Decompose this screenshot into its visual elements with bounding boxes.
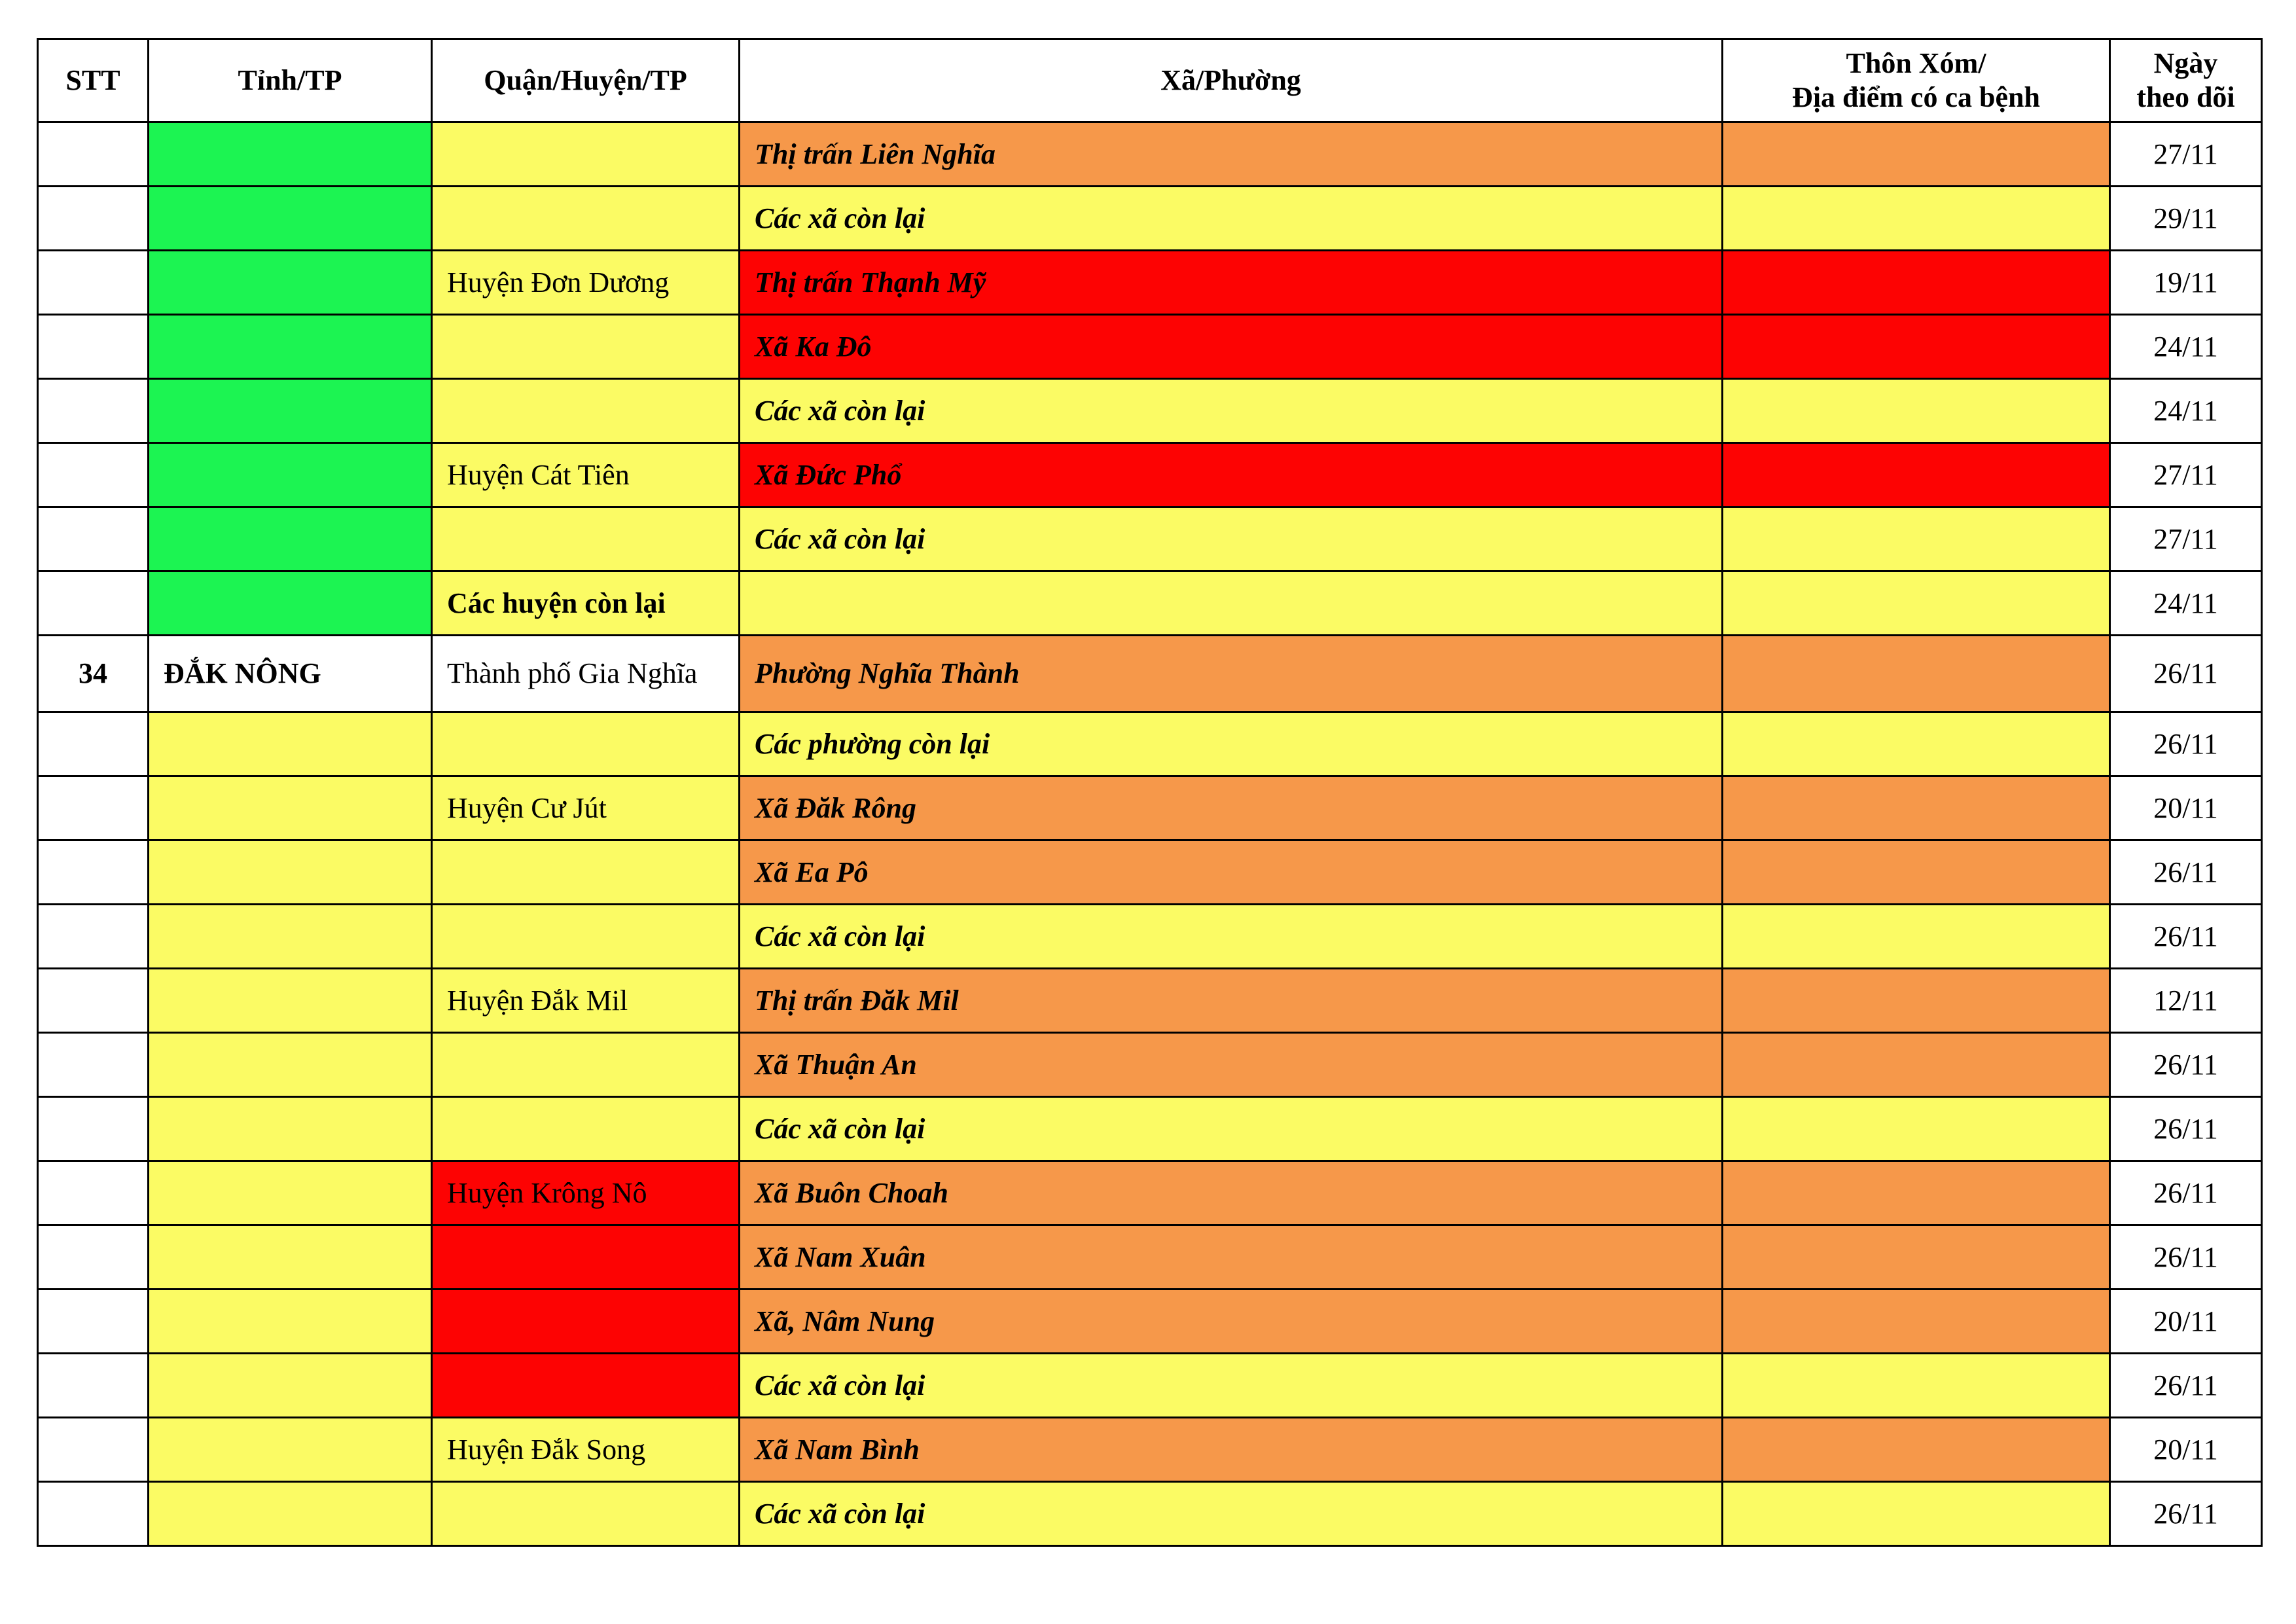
header-thon-line2: Địa điểm có ca bệnh [1792, 81, 2040, 113]
cell-ngay: 24/11 [2110, 315, 2262, 379]
cell-tinh [149, 776, 432, 840]
header-thon [1723, 39, 2110, 122]
cell-stt [38, 1482, 149, 1546]
cell-xa: Thị trấn Đăk Mil [740, 969, 1723, 1033]
cell-huyen [432, 1482, 740, 1546]
cell-stt [38, 443, 149, 507]
cell-tinh [149, 1033, 432, 1097]
cell-ngay: 29/11 [2110, 187, 2262, 251]
cell-huyen [432, 1354, 740, 1418]
cell-ngay: 26/11 [2110, 840, 2262, 905]
cell-ngay: 20/11 [2110, 776, 2262, 840]
cell-huyen [432, 1097, 740, 1161]
cell-xa: Xã Thuận An [740, 1033, 1723, 1097]
cell-ngay: 27/11 [2110, 443, 2262, 507]
cell-thon [1723, 315, 2110, 379]
cell-thon [1723, 840, 2110, 905]
cell-huyen [432, 315, 740, 379]
cell-huyen: Huyện Cát Tiên [432, 443, 740, 507]
cell-ngay: 26/11 [2110, 1097, 2262, 1161]
cell-tinh [149, 1290, 432, 1354]
cell-stt [38, 1354, 149, 1418]
cell-ngay: 24/11 [2110, 379, 2262, 443]
table-row [38, 776, 2262, 840]
cell-xa: Các xã còn lại [740, 1482, 1723, 1546]
table-body [38, 122, 2262, 1546]
cell-tinh [149, 251, 432, 315]
cell-thon [1723, 187, 2110, 251]
table-row [38, 507, 2262, 571]
cell-thon [1723, 1225, 2110, 1290]
cell-huyen: Thành phố Gia Nghĩa [432, 636, 740, 712]
cell-tinh [149, 840, 432, 905]
cell-huyen [432, 1290, 740, 1354]
table-row [38, 1097, 2262, 1161]
cell-xa: Xã Đăk Rông [740, 776, 1723, 840]
cell-tinh [149, 1482, 432, 1546]
cell-huyen: Các huyện còn lại [432, 571, 740, 636]
header-ngay [2110, 39, 2262, 122]
cell-stt [38, 712, 149, 776]
cell-ngay: 27/11 [2110, 122, 2262, 187]
cell-xa: Xã Nam Xuân [740, 1225, 1723, 1290]
cell-stt [38, 315, 149, 379]
table-row [38, 379, 2262, 443]
table-row [38, 636, 2262, 712]
cell-tinh: ĐẮK NÔNG [149, 636, 432, 712]
cell-thon [1723, 1482, 2110, 1546]
table-row [38, 443, 2262, 507]
cell-tinh [149, 1097, 432, 1161]
cell-tinh [149, 1161, 432, 1225]
cell-tinh [149, 507, 432, 571]
cell-ngay: 20/11 [2110, 1418, 2262, 1482]
table-row [38, 1418, 2262, 1482]
cell-huyen [432, 840, 740, 905]
cell-stt [38, 1033, 149, 1097]
cell-thon [1723, 1290, 2110, 1354]
table-row [38, 122, 2262, 187]
cell-thon [1723, 712, 2110, 776]
cell-stt [38, 571, 149, 636]
cell-stt [38, 905, 149, 969]
cell-thon [1723, 776, 2110, 840]
cell-xa: Xã Ea Pô [740, 840, 1723, 905]
cell-tinh [149, 122, 432, 187]
cell-thon [1723, 1418, 2110, 1482]
cell-xa: Xã, Nâm Nung [740, 1290, 1723, 1354]
table-row [38, 1161, 2262, 1225]
cell-ngay: 19/11 [2110, 251, 2262, 315]
cell-xa: Các xã còn lại [740, 1354, 1723, 1418]
cell-xa: Xã Đức Phổ [740, 443, 1723, 507]
cell-thon [1723, 636, 2110, 712]
cell-huyen: Huyện Đơn Dương [432, 251, 740, 315]
cell-thon [1723, 1097, 2110, 1161]
cell-huyen [432, 379, 740, 443]
table-row [38, 905, 2262, 969]
cell-huyen: Huyện Đắk Song [432, 1418, 740, 1482]
cell-thon [1723, 443, 2110, 507]
cell-huyen [432, 712, 740, 776]
cell-ngay: 26/11 [2110, 905, 2262, 969]
cell-stt [38, 251, 149, 315]
table-row [38, 1033, 2262, 1097]
cell-xa: Xã Buôn Choah [740, 1161, 1723, 1225]
cell-thon [1723, 1354, 2110, 1418]
cell-stt [38, 969, 149, 1033]
cell-thon [1723, 571, 2110, 636]
cell-huyen [432, 187, 740, 251]
cell-xa [740, 571, 1723, 636]
cell-tinh [149, 1225, 432, 1290]
cell-xa: Các phường còn lại [740, 712, 1723, 776]
header-thon-line1: Thôn Xóm/ [1846, 47, 1986, 79]
cell-xa: Các xã còn lại [740, 507, 1723, 571]
header-xa: Xã/Phường [740, 39, 1723, 122]
cell-ngay: 26/11 [2110, 1354, 2262, 1418]
cell-huyen [432, 1033, 740, 1097]
cell-stt [38, 1161, 149, 1225]
cell-stt [38, 507, 149, 571]
cell-huyen [432, 507, 740, 571]
table-row [38, 315, 2262, 379]
cell-tinh [149, 187, 432, 251]
cell-stt [38, 1290, 149, 1354]
table-row [38, 840, 2262, 905]
table-row [38, 1354, 2262, 1418]
cell-tinh [149, 969, 432, 1033]
header-tinh: Tỉnh/TP [149, 39, 432, 122]
table-row [38, 1482, 2262, 1546]
cell-ngay: 26/11 [2110, 1161, 2262, 1225]
cell-thon [1723, 379, 2110, 443]
cell-xa: Thị trấn Thạnh Mỹ [740, 251, 1723, 315]
cell-stt [38, 187, 149, 251]
cell-tinh [149, 443, 432, 507]
cell-thon [1723, 251, 2110, 315]
cell-thon [1723, 969, 2110, 1033]
cell-xa: Các xã còn lại [740, 187, 1723, 251]
cell-xa: Xã Ka Đô [740, 315, 1723, 379]
cell-huyen [432, 1225, 740, 1290]
cell-tinh [149, 905, 432, 969]
header-ngay-line2: theo dõi [2136, 81, 2235, 113]
cell-xa: Các xã còn lại [740, 379, 1723, 443]
cell-stt [38, 379, 149, 443]
cell-ngay: 26/11 [2110, 1033, 2262, 1097]
cell-xa: Các xã còn lại [740, 905, 1723, 969]
table-row [38, 1225, 2262, 1290]
cell-tinh [149, 1418, 432, 1482]
header-stt: STT [38, 39, 149, 122]
cell-stt [38, 1225, 149, 1290]
table-row [38, 969, 2262, 1033]
cell-thon [1723, 1033, 2110, 1097]
cell-stt [38, 776, 149, 840]
cell-thon [1723, 905, 2110, 969]
cell-ngay: 24/11 [2110, 571, 2262, 636]
cell-huyen: Huyện Cư Jút [432, 776, 740, 840]
cell-xa: Xã Nam Bình [740, 1418, 1723, 1482]
cell-stt [38, 122, 149, 187]
cell-tinh [149, 712, 432, 776]
cell-stt [38, 1097, 149, 1161]
cell-tinh [149, 571, 432, 636]
table-row [38, 251, 2262, 315]
cell-huyen: Huyện Đắk Mil [432, 969, 740, 1033]
cell-huyen [432, 905, 740, 969]
cell-ngay: 26/11 [2110, 1225, 2262, 1290]
table-row [38, 712, 2262, 776]
cell-thon [1723, 122, 2110, 187]
cell-xa: Các xã còn lại [740, 1097, 1723, 1161]
cell-thon [1723, 507, 2110, 571]
cell-huyen [432, 122, 740, 187]
header-row [38, 39, 2262, 122]
cell-ngay: 27/11 [2110, 507, 2262, 571]
cell-huyen: Huyện Krông Nô [432, 1161, 740, 1225]
cell-ngay: 26/11 [2110, 1482, 2262, 1546]
table-row [38, 571, 2262, 636]
header-ngay-line1: Ngày [2153, 47, 2218, 79]
cell-xa: Thị trấn Liên Nghĩa [740, 122, 1723, 187]
cell-tinh [149, 315, 432, 379]
covid-risk-table [37, 38, 2263, 1547]
cell-tinh [149, 1354, 432, 1418]
header-huyen: Quận/Huyện/TP [432, 39, 740, 122]
cell-ngay: 20/11 [2110, 1290, 2262, 1354]
cell-ngay: 26/11 [2110, 712, 2262, 776]
cell-thon [1723, 1161, 2110, 1225]
cell-stt: 34 [38, 636, 149, 712]
cell-stt [38, 1418, 149, 1482]
table-row [38, 187, 2262, 251]
cell-tinh [149, 379, 432, 443]
cell-stt [38, 840, 149, 905]
cell-ngay: 12/11 [2110, 969, 2262, 1033]
cell-ngay: 26/11 [2110, 636, 2262, 712]
table-row [38, 1290, 2262, 1354]
cell-xa: Phường Nghĩa Thành [740, 636, 1723, 712]
